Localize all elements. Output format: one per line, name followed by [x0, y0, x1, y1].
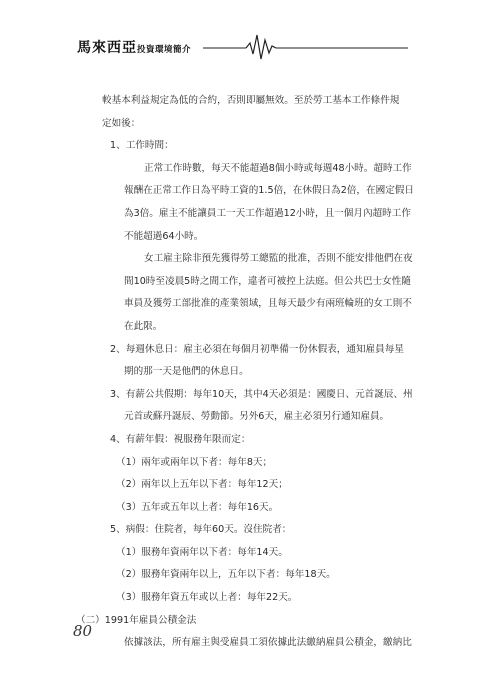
header-title-sub: 投資環境簡介 [137, 45, 192, 55]
running-header [77, 37, 191, 57]
paragraph-line: 在此限。 [124, 320, 163, 332]
list-item-heading: 1、工作時間： [110, 140, 174, 152]
sub-list-item: （1）服務年資兩年以下者：每年14天。 [116, 546, 288, 558]
body-text [72, 90, 432, 655]
paragraph-line: 較基本利益規定為低的合約，否則即屬無效。至於勞工基本工作條件規 [102, 95, 400, 106]
heartbeat-line-icon [0, 26, 480, 66]
sub-list-item: （2）兩年以上五年以下者：每年12天； [116, 479, 288, 491]
paragraph-line: 正常工作時數，每天不能超過8個小時或每週48小時。超時工作 [144, 162, 412, 174]
paragraph-line: 車員及獲勞工部批准的產業領域，且每天最少有兩班輪班的女工則不 [124, 298, 412, 310]
paragraph-line: 依據該法，所有雇主與受雇員工須依據此法繳納雇員公積金，繳納比 [124, 637, 412, 649]
paragraph-line: 為3倍。雇主不能讓員工一天工作超過12小時，且一個月內超時工作 [124, 207, 411, 219]
paragraph-line: 期的那一天是他們的休息日。 [124, 366, 249, 378]
paragraph-line: 女工雇主除非預先獲得勞工總監的批准，否則不能安排他們在夜 [144, 253, 413, 265]
sub-list-item: （3）服務年資五年或以上者：每年22天。 [116, 592, 298, 604]
sub-list-item: （2）服務年資兩年以上，五年以下者：每年18天。 [116, 569, 336, 581]
list-item-heading: 4、有薪年假：視服務年限而定： [110, 433, 251, 445]
paragraph-line: 不能超過64小時。 [124, 230, 204, 242]
sub-list-item: （3）五年或五年以上者：每年16天。 [116, 501, 279, 513]
header-title-main: 馬來西亞 [77, 40, 137, 56]
paragraph-line: 定如後： [102, 117, 141, 129]
section-heading: （二）1991年雇員公積金法 [76, 614, 197, 626]
header-rule [0, 26, 480, 70]
list-item-heading: 2、每週休息日：雇主必須在每個月初準備一份休假表，通知雇員每星 [110, 343, 404, 355]
paragraph-line: 報酬在正常工作日為平時工資的1.5倍，在休假日為2倍，在國定假日 [124, 185, 414, 197]
paragraph-line: 間10時至凌晨5時之間工作，違者可被控上法庭。但公共巴士女性隨 [124, 275, 411, 287]
sub-list-item: （1）兩年或兩年以下者：每年8天； [116, 456, 273, 468]
paragraph-line: 元首或蘇丹誕辰、勞動節。另外6天，雇主必須另行通知雇員。 [124, 411, 390, 423]
list-item-heading: 3、有薪公共假期：每年10天，其中4天必須是：國慶日、元首誕辰、州 [110, 388, 413, 400]
page-number: 80 [73, 622, 93, 640]
list-item-heading: 5、病假：住院者，每年60天。沒住院者： [110, 524, 292, 536]
